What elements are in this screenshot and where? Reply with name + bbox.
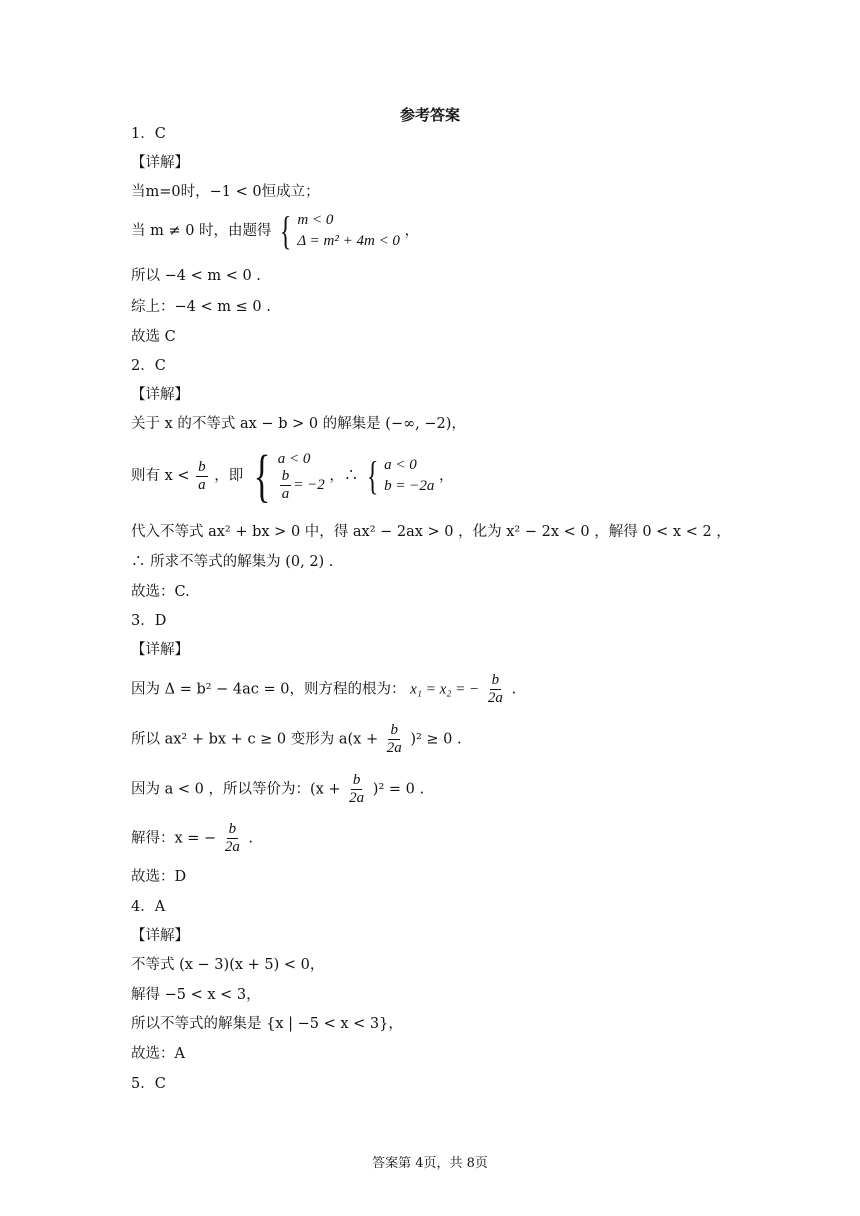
q4-line-3: 所以不等式的解集是 {x | −5 < x < 3}，	[131, 1016, 403, 1032]
q1-line-5: 故选 C	[131, 329, 176, 345]
fraction-denominator: 2a	[349, 790, 365, 806]
q2-line-2	[131, 443, 454, 508]
q3-line-2	[131, 722, 462, 757]
q3-line-3-prefix: 因为 a < 0 ，所以等价为：(x +	[131, 781, 341, 798]
q1-line-3: 所以 −4 < m < 0 .	[131, 268, 261, 284]
q1-system-line-1: m < 0	[297, 212, 334, 228]
left-brace: {	[366, 453, 379, 498]
q3-line-1	[131, 672, 516, 707]
q3-fraction-4	[223, 821, 242, 856]
q3-line-4-prefix: 解得：x = −	[131, 830, 217, 847]
fraction-numerator: b	[352, 772, 361, 788]
page-title: 参考答案	[399, 106, 460, 124]
q3-line-1-suffix: .	[511, 681, 517, 698]
q4-answer: 4．A	[131, 899, 166, 915]
left-brace: {	[253, 443, 271, 508]
q2-line-5: 故选：C.	[131, 584, 190, 600]
q4-line-2: 解得 −5 < x < 3，	[131, 987, 261, 1003]
q1-equation-system	[276, 210, 400, 252]
q3-line-3	[131, 772, 424, 807]
fraction-numerator: b	[228, 821, 237, 837]
fraction-numerator: b	[390, 722, 398, 738]
q1-answer: 1．C	[131, 126, 166, 142]
q3-line-4	[131, 821, 253, 856]
q3-line-4-suffix: .	[248, 830, 254, 847]
q3-answer: 3．D	[131, 613, 167, 629]
q1-line-4: 综上：−4 < m ≤ 0 .	[131, 299, 271, 315]
q2-answer: 2．C	[131, 358, 166, 374]
q2-line-2-suffix: ，	[439, 468, 454, 484]
q2-line-1: 关于 x 的不等式 ax − b > 0 的解集是 (−∞, −2)，	[131, 416, 466, 432]
fraction-denominator: 2a	[487, 690, 503, 706]
q2-system-b-line-2: b = −2a	[384, 478, 435, 494]
q3-fraction-1	[486, 672, 505, 707]
q4-line-4: 故选：A	[131, 1046, 185, 1062]
left-brace: {	[280, 208, 292, 253]
q2-line-2-prefix: 则有 x <	[131, 468, 190, 484]
q3-line-2-suffix: )² ≥ 0 .	[410, 731, 462, 748]
fraction-denominator: a	[198, 476, 206, 493]
q2-fraction	[196, 459, 208, 494]
fraction-denominator: a	[281, 485, 290, 502]
q2-therefore: ，∴	[329, 468, 359, 484]
q3-detail-heading: 【详解】	[131, 642, 189, 658]
equation-rest: = −2	[293, 477, 325, 493]
q4-line-1: 不等式 (x − 3)(x + 5) < 0，	[131, 957, 325, 973]
q2-line-2-mid: ，即	[214, 468, 244, 484]
q3-fraction-2	[385, 722, 404, 757]
q2-line-4: ∴ 所求不等式的解集为 (0, 2) .	[131, 554, 334, 570]
q1-line-2-prefix: 当 m ≠ 0 时，由题得	[131, 223, 272, 239]
fraction	[280, 468, 292, 503]
q3-line-1-prefix: 因为 Δ = b² − 4ac = 0，则方程的根为：	[131, 681, 406, 698]
fraction-denominator: 2a	[386, 740, 402, 756]
q3-line-3-suffix: )² = 0 .	[372, 781, 425, 798]
q3-line-5: 故选：D	[131, 869, 187, 885]
q2-line-3: 代入不等式 ax² + bx > 0 中，得 ax² − 2ax > 0 ，化为 x² − 2x < 0 ，解得 0 < x < 2 ，	[131, 524, 731, 540]
q3-fraction-3	[347, 772, 366, 807]
q1-line-1: 当m=0时，−1 < 0恒成立；	[131, 184, 320, 200]
q4-detail-heading: 【详解】	[131, 928, 189, 944]
fraction-denominator: 2a	[224, 839, 240, 855]
page-footer: 答案第 4页，共 8页	[372, 1156, 488, 1171]
q1-system-line-2: Δ = m² + 4m < 0	[297, 233, 400, 249]
q1-line-2-suffix: ，	[404, 223, 420, 239]
q5-answer: 5．C	[131, 1076, 166, 1092]
q3-line-2-prefix: 所以 ax² + bx + c ≥ 0 变形为 a(x +	[131, 731, 379, 748]
q1-detail-heading: 【详解】	[131, 155, 189, 171]
q2-system-a-line-2	[278, 468, 325, 503]
q3-root-equation: x₁ = x₂ = −	[410, 681, 480, 698]
q2-system-b-line-1: a < 0	[384, 457, 417, 473]
q1-line-2	[131, 210, 419, 252]
q2-equation-system-b	[363, 455, 434, 497]
q2-system-a-line-1: a < 0	[277, 450, 311, 467]
q2-equation-system-a	[248, 443, 325, 508]
fraction-numerator: b	[281, 467, 290, 484]
q2-detail-heading: 【详解】	[131, 387, 189, 403]
fraction-numerator: b	[491, 672, 500, 688]
fraction-numerator: b	[198, 458, 206, 475]
